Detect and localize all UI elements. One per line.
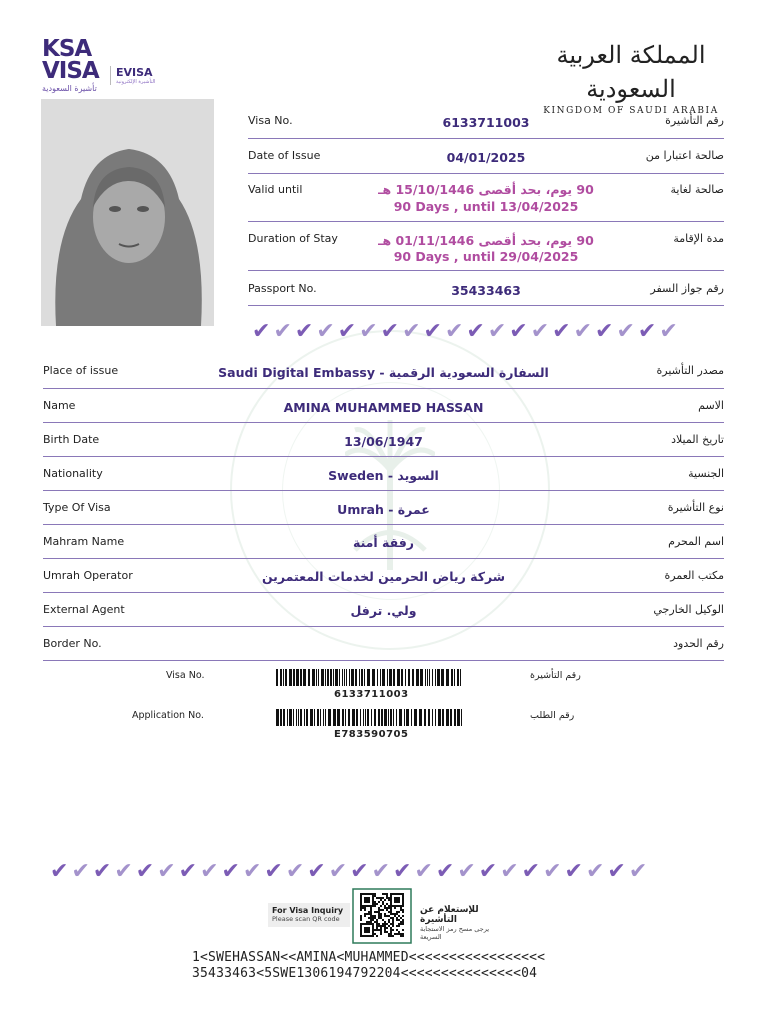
checkmark-icon: ✔ (552, 320, 571, 344)
visa-number-value: 6133711003 (442, 115, 530, 130)
field-label-ar: رقم التأشيرة (665, 114, 724, 127)
date-of-issue-value: 04/01/2025 (446, 150, 526, 165)
checkmark-icon: ✔ (316, 320, 335, 344)
checkmark-icon: ✔ (509, 320, 528, 344)
qr-code-icon[interactable] (352, 888, 412, 944)
checkmark-icon: ✔ (402, 320, 421, 344)
checkmark-icon: ✔ (264, 860, 283, 884)
field-label-en: Birth Date (43, 433, 100, 446)
checkmark-icon: ✔ (457, 860, 476, 884)
checkmark-icon: ✔ (221, 860, 240, 884)
holder-photo (41, 99, 214, 326)
field-place-of-issue (43, 362, 724, 389)
visa-inquiry-subtitle-ar: يرجى مسح رمز الاستجابة السريعة (420, 925, 490, 941)
umrah-operator-value: شركة رياض الحرمين لخدمات المعتمرين (261, 569, 506, 584)
checkmark-icon: ✔ (92, 860, 112, 884)
checkmark-icon: ✔ (328, 860, 348, 884)
field-label-ar: الجنسية (688, 467, 724, 480)
duration-hijri-value: 90 يوم، بحد أقصى 01/11/1446 هـ (378, 233, 594, 248)
ksa-logo-subtitle: تأشيرة السعودية (42, 84, 97, 93)
passport-number-value: 35433463 (451, 283, 521, 298)
kingdom-title-english: KINGDOM OF SAUDI ARABIA (543, 106, 719, 116)
checkmark-icon: ✔ (530, 320, 550, 344)
field-label-en: Place of issue (43, 364, 119, 377)
checkmark-icon: ✔ (487, 320, 507, 344)
field-label-ar: رقم جواز السفر (650, 282, 724, 295)
field-valid-until (248, 180, 724, 222)
nationality-value: Sweden - السويد (328, 468, 439, 483)
field-label-ar: الوكيل الخارجي (653, 603, 724, 616)
field-label-en: Valid until (248, 183, 303, 196)
mrz-line-1: 1<SWEHASSAN<<AMINA<MUHAMMED<<<<<<<<<<<<<<<<< (192, 950, 546, 965)
checkmark-icon: ✔ (616, 320, 635, 344)
checkmark-icon: ✔ (573, 320, 592, 344)
field-label-en: Border No. (43, 637, 102, 650)
valid-until-hijri-value: 90 يوم، بحد أقصى 15/10/1446 هـ (378, 182, 594, 197)
checkmark-icon: ✔ (423, 320, 442, 344)
checkmark-icon: ✔ (521, 860, 541, 884)
field-label-ar: صالحة لغاية (670, 183, 724, 196)
visa-type-value: Umrah - عمرة (337, 502, 430, 517)
field-label-en: Mahram Name (43, 535, 125, 548)
field-label-ar: صالحة اعتبارا من (645, 149, 724, 162)
birth-date-value: 13/06/1947 (344, 434, 423, 449)
checkmark-icon: ✔ (380, 320, 400, 344)
field-duration-of-stay (248, 229, 724, 271)
field-external-agent (43, 601, 724, 627)
field-mahram-name (43, 533, 724, 559)
field-label-ar: مدة الإقامة (673, 232, 724, 245)
checkmark-icon: ✔ (607, 860, 626, 884)
checkmark-icon: ✔ (414, 860, 433, 884)
checkmark-icon: ✔ (564, 860, 583, 884)
portrait-icon (41, 99, 214, 326)
checkmark-icon: ✔ (157, 860, 176, 884)
checkmark-icon: ✔ (637, 320, 657, 344)
visa-inquiry-english (268, 903, 350, 927)
kingdom-header (536, 38, 726, 116)
field-visa-no (248, 111, 724, 139)
checkmark-icon: ✔ (435, 860, 455, 884)
field-label-ar: نوع التأشيرة (667, 501, 724, 514)
checkmark-icon: ✔ (500, 860, 519, 884)
field-label-en: Umrah Operator (43, 569, 133, 582)
field-label-en: Type Of Visa (43, 501, 111, 514)
checkmark-icon: ✔ (178, 860, 198, 884)
name-value: AMINA MUHAMMED HASSAN (283, 400, 484, 415)
evisa-logo (110, 66, 155, 85)
place-of-issue-value: Saudi Digital Embassy - السفارة السعودية الرقمية (218, 365, 549, 380)
barcode-application-label-ar: رقم الطلب (530, 710, 575, 721)
field-label-en: Name (43, 399, 76, 412)
field-type-of-visa (43, 499, 724, 525)
checkmark-icon: ✔ (543, 860, 562, 884)
checkmark-band-bottom (50, 860, 724, 884)
checkmark-icon: ✔ (444, 320, 464, 344)
checkmark-icon: ✔ (252, 320, 271, 344)
field-label-en: Duration of Stay (248, 232, 338, 245)
checkmark-icon: ✔ (71, 860, 90, 884)
barcode-application-label-en: Application No. (132, 710, 204, 721)
field-label-ar: اسم المحرم (668, 535, 724, 548)
evisa-logo-text: EVISA (116, 66, 153, 79)
field-umrah-operator (43, 567, 724, 593)
checkmark-icon: ✔ (294, 320, 314, 344)
checkmark-icon: ✔ (273, 320, 292, 344)
ksa-logo-line1: KSA (42, 36, 92, 62)
checkmark-icon: ✔ (50, 860, 69, 884)
field-nationality (43, 465, 724, 491)
field-name (43, 397, 724, 423)
mrz-line-2: 35433463<5SWE1306194792204<<<<<<<<<<<<<<<04 (192, 966, 538, 981)
checkmark-icon: ✔ (478, 860, 498, 884)
checkmark-icon: ✔ (285, 860, 305, 884)
visa-inquiry-arabic (416, 903, 516, 941)
checkmark-band-top (252, 320, 724, 344)
checkmark-icon: ✔ (350, 860, 369, 884)
field-label-ar: رقم الحدود (673, 637, 724, 650)
field-date-of-issue (248, 146, 724, 174)
ksa-logo-line2: VISA (42, 58, 99, 84)
checkmark-icon: ✔ (659, 320, 678, 344)
field-birth-date (43, 431, 724, 457)
mahram-name-value: رفقة أمنة (352, 535, 415, 550)
visa-inquiry-title-en: For Visa Inquiry (272, 906, 344, 915)
field-passport-no (248, 279, 724, 306)
ksa-visa-logo (42, 38, 112, 93)
checkmark-icon: ✔ (242, 860, 262, 884)
field-label-en: Date of Issue (248, 149, 321, 162)
checkmark-icon: ✔ (359, 320, 378, 344)
field-label-ar: تاريخ الميلاد (671, 433, 724, 446)
checkmark-icon: ✔ (371, 860, 390, 884)
visa-barcode (276, 669, 462, 686)
barcode-visa-number: 6133711003 (334, 689, 409, 700)
barcode-visa-label-ar: رقم التأشيرة (530, 670, 581, 681)
field-border-no (43, 635, 724, 661)
checkmark-icon: ✔ (114, 860, 133, 884)
field-label-ar: مصدر التأشيرة (656, 364, 724, 377)
field-label-ar: الاسم (698, 399, 724, 412)
field-label-en: External Agent (43, 603, 125, 616)
checkmark-icon: ✔ (393, 860, 412, 884)
kingdom-title-arabic: المملكة العربية السعودية (556, 41, 706, 103)
checkmark-icon: ✔ (200, 860, 219, 884)
field-label-en: Visa No. (248, 114, 293, 127)
external-agent-value: ولي. ترفل (350, 603, 417, 618)
barcode-application-number: E783590705 (334, 729, 409, 740)
checkmark-icon: ✔ (628, 860, 648, 884)
valid-until-gregorian-value: 90 Days , until 13/04/2025 (393, 199, 579, 214)
visa-inquiry-subtitle-en: Please scan QR code (272, 915, 340, 923)
field-label-en: Passport No. (248, 282, 317, 295)
checkmark-icon: ✔ (337, 320, 357, 344)
checkmark-icon: ✔ (135, 860, 155, 884)
field-label-en: Nationality (43, 467, 103, 480)
evisa-logo-subtitle: التأشيرة الإلكترونية (116, 79, 156, 85)
checkmark-icon: ✔ (307, 860, 326, 884)
visa-inquiry-title-ar: للإستعلام عن التأشيرة (420, 905, 479, 925)
barcode-visa-label-en: Visa No. (166, 670, 205, 681)
checkmark-icon: ✔ (595, 320, 614, 344)
application-barcode (276, 709, 462, 726)
checkmark-icon: ✔ (585, 860, 605, 884)
checkmark-icon: ✔ (466, 320, 485, 344)
field-label-ar: مكتب العمرة (664, 569, 724, 582)
duration-gregorian-value: 90 Days , until 29/04/2025 (393, 249, 579, 264)
